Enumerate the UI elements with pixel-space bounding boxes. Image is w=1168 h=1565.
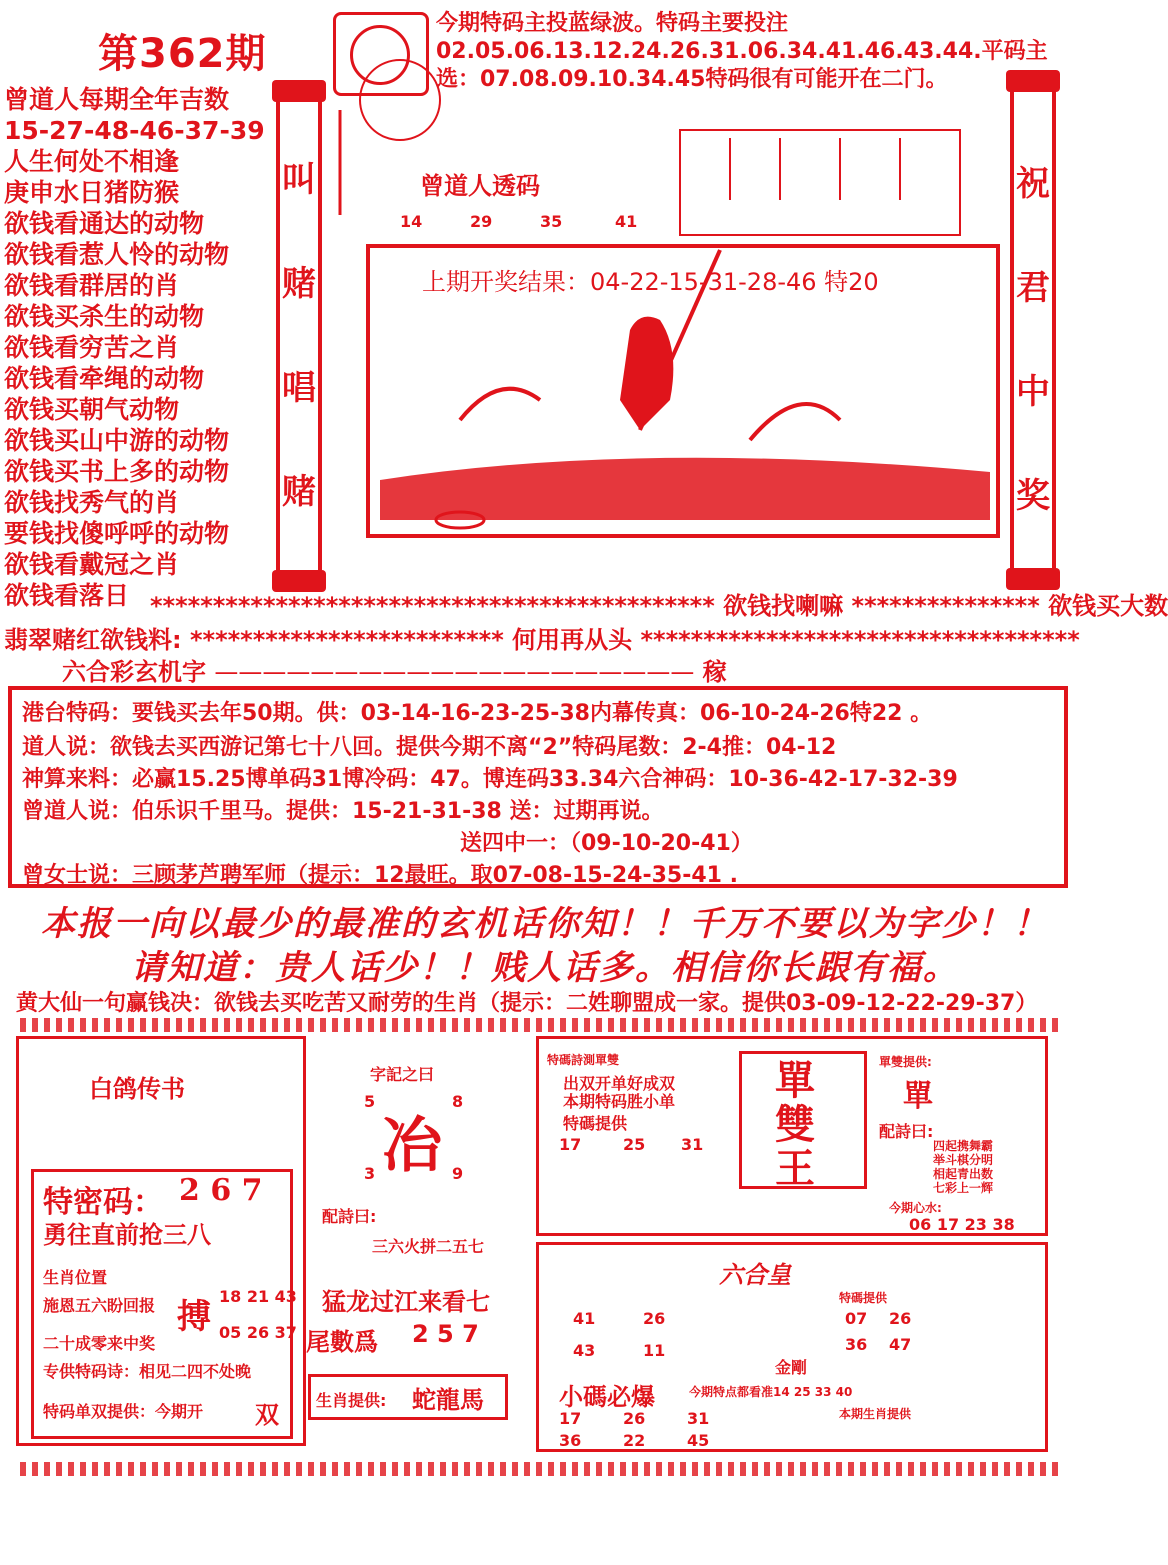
lower-section xyxy=(16,1036,1056,1456)
left-column-line: 欲钱看戴冠之肖 xyxy=(4,550,180,579)
rb-small-num: 36 xyxy=(559,1431,582,1450)
rb-mid-label: 金剛 xyxy=(775,1358,808,1377)
mid-subtitle: 字記之曰 xyxy=(370,1065,435,1084)
previous-result: 上期开奖结果：04-22-15-31-28-46 特20 xyxy=(422,268,879,296)
big-stack xyxy=(775,1059,815,1191)
white-dove-title: 白鸽传书 xyxy=(89,1074,185,1103)
dragon-phrase: 猛龙过江来看七 xyxy=(322,1288,490,1316)
fisherman-illustration xyxy=(340,100,1002,550)
right-scroll-char: 奖 xyxy=(1016,476,1050,516)
special-poem: 专供特码诗：相见二四不处晚 xyxy=(43,1362,252,1381)
star-line-a: ********************************************* 欲钱找喇嘛 *************** 欲钱买大数 xyxy=(150,592,1168,620)
side-poem-line: 举斗棋分明 xyxy=(933,1153,994,1167)
star-line-a-right: 欲钱买大数 xyxy=(1048,592,1168,620)
left-column-line: 15-27-48-46-37-39 xyxy=(4,116,265,145)
left-column-line: 欲钱买山中游的动物 xyxy=(4,426,230,455)
left-column-line: 曾道人每期全年吉数 xyxy=(4,85,230,114)
left-scroll xyxy=(276,90,322,582)
mid-poem: 三六火拼二五七 xyxy=(372,1237,485,1256)
picture-number: 29 xyxy=(470,212,493,231)
tip-line: 港台特码：要钱买去年50期。供：03-14-16-23-25-38内幕传真：06-10-24-26特22 。 xyxy=(22,701,933,726)
code-value: 2 6 7 xyxy=(179,1173,263,1208)
zodiac-label: 生肖提供: xyxy=(316,1391,387,1410)
rb-num: 26 xyxy=(643,1309,666,1328)
bo-nums: 05 26 37 xyxy=(219,1323,297,1342)
zodiac-line: 施恩五六盼回报 xyxy=(43,1296,156,1315)
rb-right-num: 36 xyxy=(845,1335,868,1354)
big-char: 王 xyxy=(775,1146,815,1192)
lower-right-bottom-panel xyxy=(536,1242,1048,1452)
slogan-2: 请知道：贵人话少！！贱人话多。相信你长跟有福。 xyxy=(131,948,959,988)
side-char: 單 xyxy=(903,1079,933,1114)
rt-tail-nums: 06 17 23 38 xyxy=(909,1215,1015,1234)
left-column-line: 人生何处不相逢 xyxy=(4,147,180,176)
left-column-line: 欲钱买书上多的动物 xyxy=(4,457,230,486)
right-scroll xyxy=(1010,80,1056,580)
tip-line: 曾道人说：伯乐识千里马。提供：15-21-31-38 送：过期再说。 xyxy=(22,799,664,824)
rt-tail: 今期心水: xyxy=(889,1201,942,1215)
rb-small-title: 小碼必爆 xyxy=(559,1383,655,1411)
tip-line: 送四中一：（09-10-20-41） xyxy=(460,831,753,856)
rb-num: 41 xyxy=(573,1309,596,1328)
picture-number: 14 xyxy=(400,212,423,231)
zodiac-line: 生肖位置 xyxy=(43,1268,108,1287)
picture-title: 曾道人透码 xyxy=(420,171,540,200)
lower-mid-panel xyxy=(306,1036,532,1446)
left-scroll-char: 赌 xyxy=(282,264,316,304)
corner-num: 3 xyxy=(364,1164,376,1183)
rb-right-num: 47 xyxy=(889,1335,912,1354)
rb-num: 11 xyxy=(643,1341,666,1360)
left-column-line: 欲钱看群居的肖 xyxy=(4,271,180,300)
left-column-line: 欲钱看穷苦之肖 xyxy=(4,333,180,362)
tail-value: 2 5 7 xyxy=(412,1320,479,1348)
left-column-line: 庚申水日猪防猴 xyxy=(4,178,180,207)
rb-num: 43 xyxy=(573,1341,596,1360)
zodiac-value: 蛇龍馬 xyxy=(412,1386,484,1414)
lower-right-top-panel xyxy=(536,1036,1048,1236)
left-column-line: 欲钱看惹人怜的动物 xyxy=(4,240,230,269)
rb-small-num: 31 xyxy=(687,1409,710,1428)
picture-number: 35 xyxy=(540,212,563,231)
left-column-line: 欲钱看通达的动物 xyxy=(4,209,205,238)
rb-small-num: 45 xyxy=(687,1431,710,1450)
slogan-1: 本报一向以最少的最准的玄机话你知！！千万不要以为字少！！ xyxy=(41,904,1049,944)
huang-tip: 黄大仙一句赢钱决：欲钱去买吃苦又耐劳的生肖（提示：二姓聊盟成一家。提供03-09-12-22-29-37） xyxy=(16,991,1038,1016)
star-line-c: 六合彩玄机字 ———————————————————— 稼 xyxy=(62,658,727,686)
seal-logo xyxy=(333,12,429,96)
rb-right-label: 特碼提供 xyxy=(839,1291,888,1305)
left-column-line: 欲钱找秀气的肖 xyxy=(4,488,180,517)
bo-char: 搏 xyxy=(177,1297,211,1337)
left-column-line: 欲钱买杀生的动物 xyxy=(4,302,205,331)
left-column-line: 欲钱买朝气动物 xyxy=(4,395,180,424)
rb-line: 今期特点都看准14 25 33 40 xyxy=(689,1385,853,1399)
tips-box xyxy=(8,686,1068,888)
decorative-border xyxy=(20,1018,1060,1032)
code-phrase: 勇往直前抢三八 xyxy=(43,1220,211,1249)
left-column xyxy=(4,84,294,611)
star-line-c-mid: 稼 xyxy=(702,658,727,686)
star-line-b-mid: 何用再从头 xyxy=(512,626,633,654)
rt-num: 17 xyxy=(559,1135,582,1154)
rt-line: 本期特码胜小单 xyxy=(563,1092,676,1111)
single-double-label: 特码单双提供：今期开 xyxy=(43,1402,204,1421)
side-poem-label: 配詩曰: xyxy=(879,1122,934,1141)
rb-small-num: 22 xyxy=(623,1431,646,1450)
rt-line: 出双开单好成双 xyxy=(563,1074,676,1093)
rt-provide: 特碼提供 xyxy=(563,1114,628,1133)
tip-line: 道人说：欲钱去买西游记第七十八回。提供今期不离“2”特码尾数：2-4推：04-12 xyxy=(22,735,837,760)
side-poem-line: 七彩上一辉 xyxy=(933,1181,994,1195)
single-double-value: 双 xyxy=(255,1401,279,1429)
decorative-border-bottom xyxy=(20,1462,1060,1476)
picture-number: 41 xyxy=(615,212,638,231)
star-line-c-left: 六合彩玄机字 xyxy=(62,658,206,686)
side-poem-line: 四起携舞霸 xyxy=(933,1139,994,1153)
left-scroll-char: 叫 xyxy=(282,160,316,200)
star-line-a-mid: 欲钱找喇嘛 xyxy=(723,592,844,620)
side-poem-line: 相起青出数 xyxy=(933,1167,994,1181)
tail-label: 尾數爲 xyxy=(306,1328,378,1356)
star-line-b: 翡翠赌红欲钱料: ************************* 何用再从头 *********************************** xyxy=(4,626,1080,654)
lower-left-panel xyxy=(16,1036,306,1446)
rb-right-num: 26 xyxy=(889,1309,912,1328)
left-column-line: 欲钱看牵绳的动物 xyxy=(4,364,205,393)
rt-num: 31 xyxy=(681,1135,704,1154)
star-line-b-left: 翡翠赌红欲钱料: xyxy=(4,626,182,654)
bo-nums: 18 21 43 xyxy=(219,1287,297,1306)
big-char: 單 xyxy=(775,1058,815,1104)
rb-small-num: 17 xyxy=(559,1409,582,1428)
rb-title: 六合皇 xyxy=(719,1261,791,1289)
issue-number: 第362期 xyxy=(98,31,267,77)
header-note: 今期特码主投蓝绿波。特码主要投注02.05.06.13.12.24.26.31.06.34.41.46.43.44.平码主选：07.08.09.10.34.45特码很有可能开在二门。 xyxy=(436,11,1048,92)
rt-title: 特碼詩測單雙 xyxy=(547,1053,620,1067)
corner-num: 8 xyxy=(452,1092,464,1111)
tip-line: 神算来料：必赢15.25博单码31博冷码：47。博连码33.34六合神码：10-36-42-17-32-39 xyxy=(22,767,958,792)
right-scroll-char: 中 xyxy=(1016,372,1050,412)
left-column-line: 欲钱看落日 xyxy=(4,581,130,610)
rb-right-num: 07 xyxy=(845,1309,868,1328)
big-char: 冶 xyxy=(382,1111,442,1181)
right-scroll-char: 祝 xyxy=(1016,164,1050,204)
tip-line: 曾女士说：三顾茅芦聘军师（提示：12最旺。取07-08-15-24-35-41 . xyxy=(22,863,738,888)
zodiac-line: 二十成零来中奖 xyxy=(43,1334,156,1353)
rt-num: 25 xyxy=(623,1135,646,1154)
rb-zodiac-label: 本期生肖提供 xyxy=(839,1407,912,1421)
side-title: 單雙提供: xyxy=(879,1055,932,1069)
code-label: 特密码： xyxy=(43,1185,163,1220)
poem-label: 配詩曰: xyxy=(322,1207,377,1226)
left-column-line: 要钱找傻呼呼的动物 xyxy=(4,519,230,548)
corner-num: 5 xyxy=(364,1092,376,1111)
big-char: 雙 xyxy=(775,1102,815,1148)
corner-num: 9 xyxy=(452,1164,464,1183)
left-scroll-char: 唱 xyxy=(282,368,316,408)
left-scroll-char: 赌 xyxy=(282,472,316,512)
rb-small-num: 26 xyxy=(623,1409,646,1428)
right-scroll-char: 君 xyxy=(1016,268,1050,308)
